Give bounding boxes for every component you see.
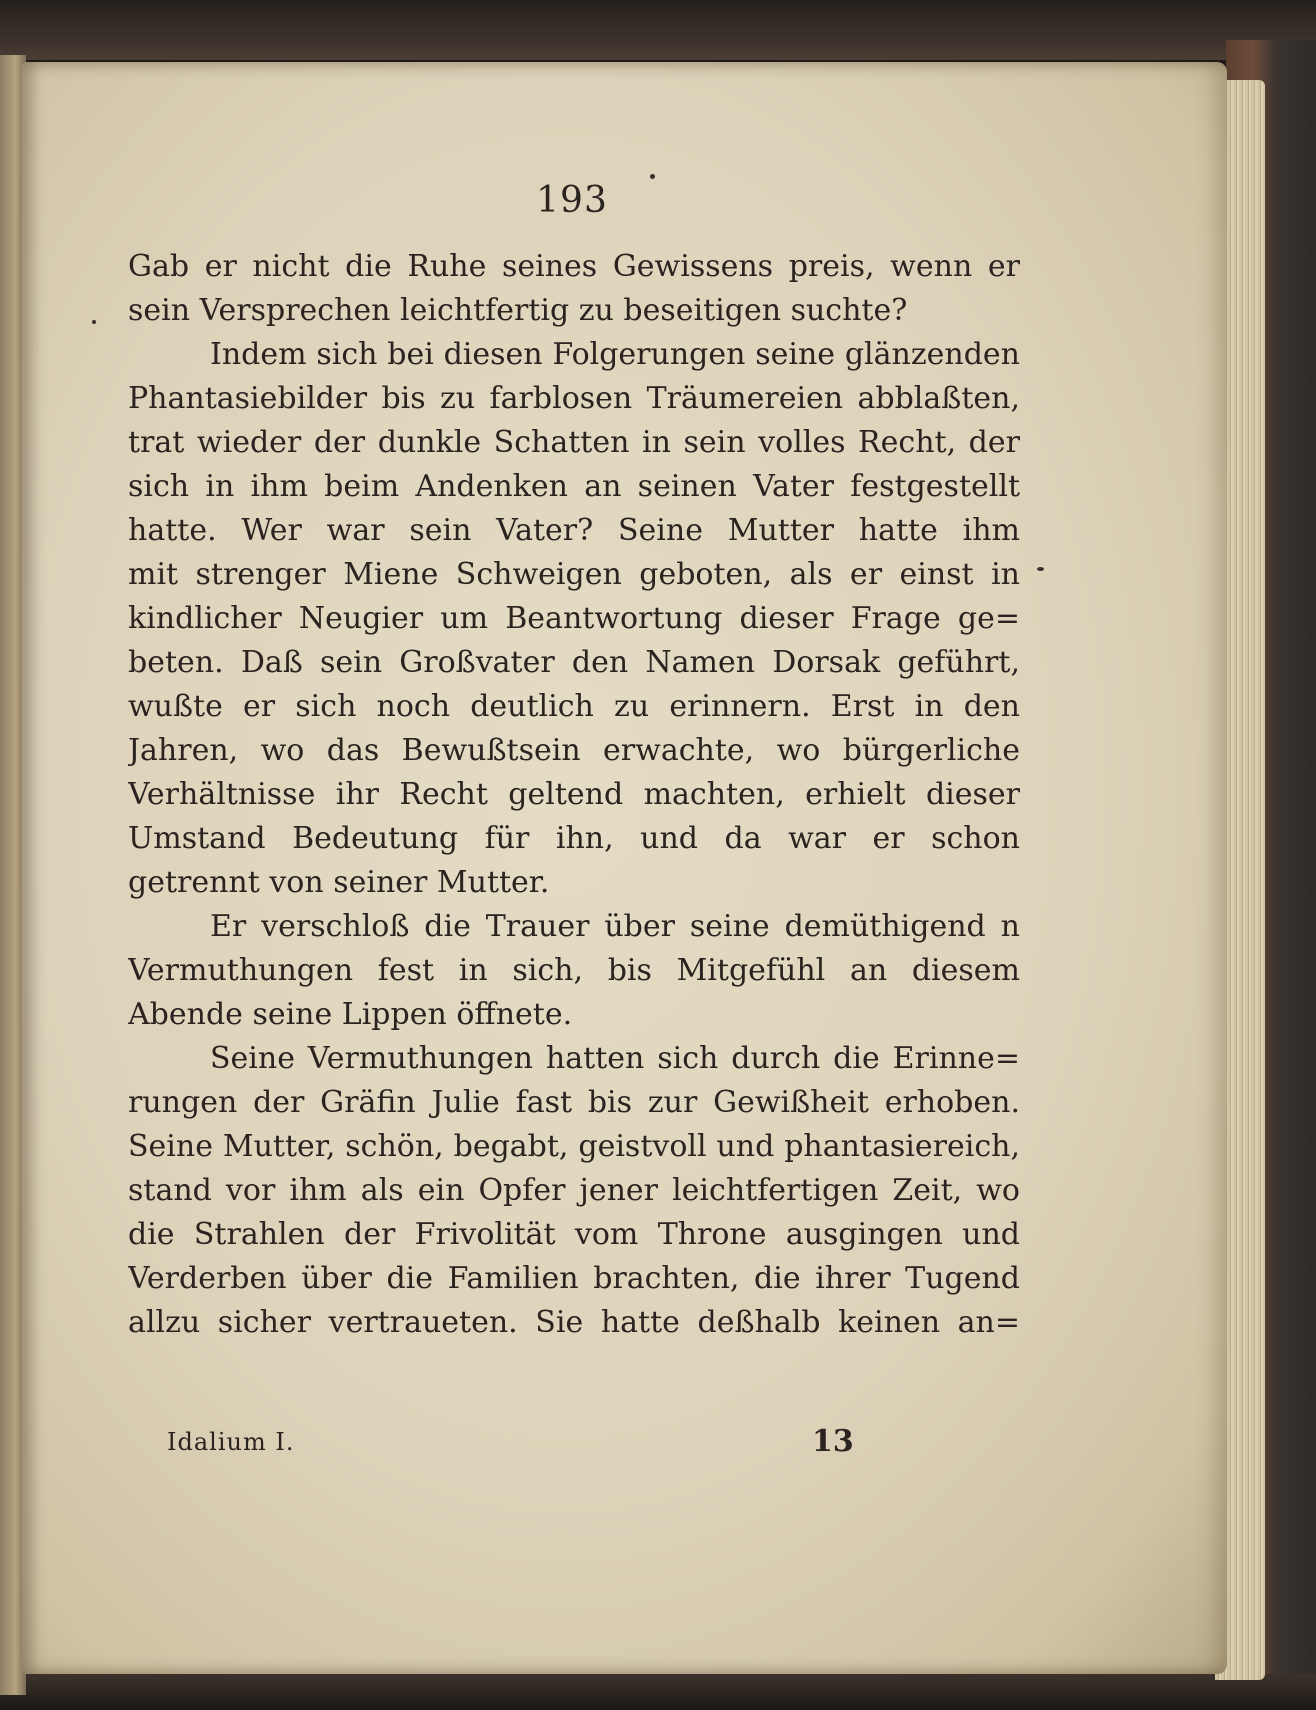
text-line: stand vor ihm als ein Opfer jener leichtfertigen Zeit, wo	[128, 1173, 1020, 1208]
text-line: allzu sicher vertraueten. Sie hatte deßhalb keinen an=	[128, 1305, 1020, 1340]
paper-speck	[92, 320, 96, 324]
book-cover-top	[0, 0, 1316, 60]
paper-speck	[1037, 567, 1044, 571]
text-line: hatte. Wer war sein Vater? Seine Mutter hatte ihm	[128, 513, 1020, 548]
text-line: Indem sich bei diesen Folgerungen seine glänzenden	[210, 337, 1020, 372]
text-line: sich in ihm beim Andenken an seinen Vater festgestellt	[128, 469, 1020, 504]
text-line: Phantasiebilder bis zu farblosen Träumereien abblaßten,	[128, 381, 1020, 416]
text-line: getrennt von seiner Mutter.	[128, 865, 550, 900]
text-line: Verhältnisse ihr Recht geltend machten, erhielt dieser	[128, 777, 1020, 812]
book-cover-bottom	[0, 1674, 1316, 1710]
text-line: die Strahlen der Frivolität vom Throne ausgingen und	[128, 1217, 1020, 1252]
text-line: Vermuthungen fest in sich, bis Mitgefühl an diesem	[128, 953, 1020, 988]
text-line: kindlicher Neugier um Beantwortung dieser Frage ge=	[128, 601, 1020, 636]
text-line: Er verschloß die Trauer über seine demüthigend n	[210, 909, 1020, 944]
text-line: Verderben über die Familien brachten, die ihrer Tugend	[128, 1261, 1020, 1296]
text-line: Jahren, wo das Bewußtsein erwachte, wo bürgerliche	[128, 733, 1020, 768]
text-line: trat wieder der dunkle Schatten in sein volles Recht, der	[128, 425, 1020, 460]
page-number: 193	[536, 180, 608, 221]
signature-number: 13	[812, 1424, 854, 1459]
text-line: wußte er sich noch deutlich zu erinnern. Erst in den	[128, 689, 1020, 724]
text-line: sein Versprechen leichtfertig zu beseitigen suchte?	[128, 293, 908, 328]
book-page	[22, 62, 1227, 1674]
text-line: Seine Mutter, schön, begabt, geistvoll und phantasiereich,	[128, 1129, 1020, 1164]
text-line: Umstand Bedeutung für ihn, und da war er schon	[128, 821, 1020, 856]
text-line: beten. Daß sein Großvater den Namen Dorsak geführt,	[128, 645, 1020, 680]
text-line: Abende seine Lippen öffnete.	[128, 997, 573, 1032]
paper-speck	[650, 174, 655, 179]
text-line: mit strenger Miene Schweigen geboten, als er einst in	[128, 557, 1020, 592]
body-text	[128, 245, 1020, 1345]
text-line: Seine Vermuthungen hatten sich durch die Erinne=	[210, 1041, 1020, 1076]
text-line: Gab er nicht die Ruhe seines Gewissens preis, wenn er	[128, 249, 1020, 284]
text-line: rungen der Gräfin Julie fast bis zur Gewißheit erhoben.	[128, 1085, 1020, 1120]
signature-mark: Idalium I.	[167, 1428, 295, 1456]
